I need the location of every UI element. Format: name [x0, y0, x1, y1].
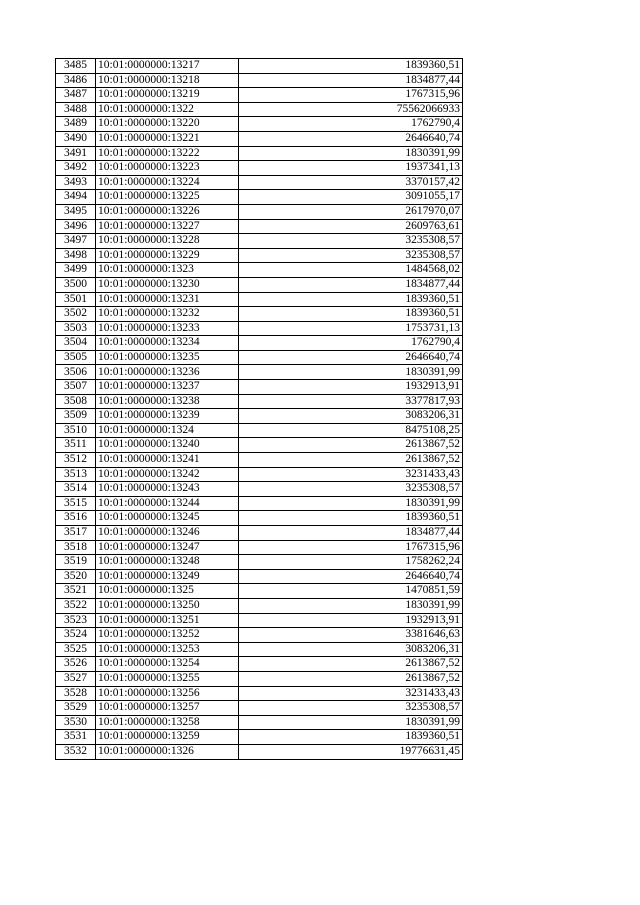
cadastral-number-cell: 10:01:0000000:13243 [96, 482, 239, 497]
table-row [56, 73, 463, 88]
table-row [56, 715, 463, 730]
row-number-cell: 3491 [56, 146, 96, 161]
table-row [56, 613, 463, 628]
table-row [56, 584, 463, 599]
cadastral-number-cell: 10:01:0000000:13219 [96, 88, 239, 103]
cadastral-number-cell: 10:01:0000000:13218 [96, 73, 239, 88]
row-number-cell: 3504 [56, 336, 96, 351]
row-number-cell: 3515 [56, 496, 96, 511]
table-body [56, 59, 463, 760]
cadastral-number-cell: 10:01:0000000:13250 [96, 598, 239, 613]
row-number-cell: 3513 [56, 467, 96, 482]
row-number-cell: 3523 [56, 613, 96, 628]
cadastral-number-cell: 10:01:0000000:13233 [96, 321, 239, 336]
cadastral-number-cell: 10:01:0000000:13241 [96, 453, 239, 468]
value-cell: 1839360,51 [239, 59, 463, 74]
row-number-cell: 3490 [56, 131, 96, 146]
value-cell: 1839360,51 [239, 730, 463, 745]
cadastral-number-cell: 10:01:0000000:13228 [96, 234, 239, 249]
row-number-cell: 3501 [56, 292, 96, 307]
table-row [56, 671, 463, 686]
value-cell: 19776631,45 [239, 744, 463, 759]
data-table [55, 58, 463, 760]
cadastral-number-cell: 10:01:0000000:13221 [96, 131, 239, 146]
table-row [56, 730, 463, 745]
row-number-cell: 3530 [56, 715, 96, 730]
value-cell: 1767315,96 [239, 88, 463, 103]
table-row [56, 453, 463, 468]
value-cell: 1834877,44 [239, 277, 463, 292]
row-number-cell: 3532 [56, 744, 96, 759]
row-number-cell: 3492 [56, 161, 96, 176]
value-cell: 1937341,13 [239, 161, 463, 176]
row-number-cell: 3519 [56, 555, 96, 570]
table-row [56, 263, 463, 278]
value-cell: 1830391,99 [239, 598, 463, 613]
cadastral-number-cell: 10:01:0000000:13235 [96, 350, 239, 365]
cadastral-number-cell: 10:01:0000000:13240 [96, 438, 239, 453]
row-number-cell: 3489 [56, 117, 96, 132]
row-number-cell: 3503 [56, 321, 96, 336]
row-number-cell: 3514 [56, 482, 96, 497]
cadastral-number-cell: 10:01:0000000:13223 [96, 161, 239, 176]
value-cell: 2613867,52 [239, 657, 463, 672]
value-cell: 3091055,17 [239, 190, 463, 205]
table-row [56, 190, 463, 205]
table-row [56, 102, 463, 117]
table-row [56, 234, 463, 249]
table-row [56, 204, 463, 219]
table-row [56, 423, 463, 438]
table-row [56, 540, 463, 555]
table-row [56, 59, 463, 74]
value-cell: 1767315,96 [239, 540, 463, 555]
value-cell: 8475108,25 [239, 423, 463, 438]
value-cell: 1830391,99 [239, 365, 463, 380]
table-row [56, 467, 463, 482]
table-row [56, 555, 463, 570]
row-number-cell: 3493 [56, 175, 96, 190]
value-cell: 2613867,52 [239, 438, 463, 453]
value-cell: 1839360,51 [239, 511, 463, 526]
row-number-cell: 3505 [56, 350, 96, 365]
cadastral-number-cell: 10:01:0000000:13247 [96, 540, 239, 555]
cadastral-number-cell: 10:01:0000000:13224 [96, 175, 239, 190]
row-number-cell: 3506 [56, 365, 96, 380]
row-number-cell: 3522 [56, 598, 96, 613]
row-number-cell: 3487 [56, 88, 96, 103]
row-number-cell: 3521 [56, 584, 96, 599]
value-cell: 1830391,99 [239, 715, 463, 730]
table-row [56, 88, 463, 103]
cadastral-number-cell: 10:01:0000000:13245 [96, 511, 239, 526]
row-number-cell: 3512 [56, 453, 96, 468]
row-number-cell: 3531 [56, 730, 96, 745]
row-number-cell: 3520 [56, 569, 96, 584]
cadastral-number-cell: 10:01:0000000:13252 [96, 628, 239, 643]
row-number-cell: 3498 [56, 248, 96, 263]
value-cell: 1830391,99 [239, 496, 463, 511]
value-cell: 3231433,43 [239, 467, 463, 482]
table-row [56, 131, 463, 146]
cadastral-number-cell: 10:01:0000000:13230 [96, 277, 239, 292]
value-cell: 2646640,74 [239, 131, 463, 146]
value-cell: 1830391,99 [239, 146, 463, 161]
table-row [56, 117, 463, 132]
value-cell: 1758262,24 [239, 555, 463, 570]
row-number-cell: 3502 [56, 307, 96, 322]
row-number-cell: 3524 [56, 628, 96, 643]
value-cell: 1839360,51 [239, 307, 463, 322]
row-number-cell: 3495 [56, 204, 96, 219]
value-cell: 2617970,07 [239, 204, 463, 219]
row-number-cell: 3528 [56, 686, 96, 701]
value-cell: 3381646,63 [239, 628, 463, 643]
cadastral-number-cell: 10:01:0000000:13242 [96, 467, 239, 482]
value-cell: 2646640,74 [239, 569, 463, 584]
row-number-cell: 3486 [56, 73, 96, 88]
value-cell: 1932913,91 [239, 380, 463, 395]
table-row [56, 248, 463, 263]
value-cell: 2646640,74 [239, 350, 463, 365]
row-number-cell: 3526 [56, 657, 96, 672]
row-number-cell: 3527 [56, 671, 96, 686]
value-cell: 3235308,57 [239, 248, 463, 263]
cadastral-number-cell: 10:01:0000000:13255 [96, 671, 239, 686]
value-cell: 3231433,43 [239, 686, 463, 701]
row-number-cell: 3499 [56, 263, 96, 278]
value-cell: 1834877,44 [239, 526, 463, 541]
cadastral-number-cell: 10:01:0000000:1323 [96, 263, 239, 278]
cadastral-number-cell: 10:01:0000000:13251 [96, 613, 239, 628]
row-number-cell: 3494 [56, 190, 96, 205]
cadastral-number-cell: 10:01:0000000:13248 [96, 555, 239, 570]
cadastral-number-cell: 10:01:0000000:13232 [96, 307, 239, 322]
value-cell: 1762790,4 [239, 117, 463, 132]
table-row [56, 146, 463, 161]
value-cell: 3235308,57 [239, 701, 463, 716]
row-number-cell: 3516 [56, 511, 96, 526]
value-cell: 2613867,52 [239, 671, 463, 686]
table-row [56, 642, 463, 657]
cadastral-number-cell: 10:01:0000000:13238 [96, 394, 239, 409]
row-number-cell: 3525 [56, 642, 96, 657]
value-cell: 75562066933 [239, 102, 463, 117]
cadastral-number-cell: 10:01:0000000:13239 [96, 409, 239, 424]
cadastral-number-cell: 10:01:0000000:13220 [96, 117, 239, 132]
value-cell: 1762790,4 [239, 336, 463, 351]
value-cell: 1753731,13 [239, 321, 463, 336]
table-row [56, 511, 463, 526]
table-row [56, 350, 463, 365]
table-row [56, 701, 463, 716]
cadastral-number-cell: 10:01:0000000:13237 [96, 380, 239, 395]
table-row [56, 292, 463, 307]
row-number-cell: 3511 [56, 438, 96, 453]
cadastral-number-cell: 10:01:0000000:13231 [96, 292, 239, 307]
table-row [56, 409, 463, 424]
row-number-cell: 3518 [56, 540, 96, 555]
table-row [56, 598, 463, 613]
cadastral-number-cell: 10:01:0000000:13253 [96, 642, 239, 657]
table-row [56, 482, 463, 497]
cadastral-number-cell: 10:01:0000000:1326 [96, 744, 239, 759]
cadastral-number-cell: 10:01:0000000:13236 [96, 365, 239, 380]
cadastral-number-cell: 10:01:0000000:13225 [96, 190, 239, 205]
cadastral-number-cell: 10:01:0000000:1322 [96, 102, 239, 117]
row-number-cell: 3508 [56, 394, 96, 409]
row-number-cell: 3485 [56, 59, 96, 74]
table-row [56, 161, 463, 176]
row-number-cell: 3517 [56, 526, 96, 541]
table-row [56, 569, 463, 584]
value-cell: 3377817,93 [239, 394, 463, 409]
cadastral-number-cell: 10:01:0000000:13246 [96, 526, 239, 541]
row-number-cell: 3500 [56, 277, 96, 292]
cadastral-number-cell: 10:01:0000000:13259 [96, 730, 239, 745]
table-row [56, 744, 463, 759]
table-row [56, 219, 463, 234]
value-cell: 1470851,59 [239, 584, 463, 599]
table-row [56, 657, 463, 672]
cadastral-number-cell: 10:01:0000000:13227 [96, 219, 239, 234]
table-row [56, 277, 463, 292]
value-cell: 3235308,57 [239, 482, 463, 497]
table-row [56, 496, 463, 511]
value-cell: 1839360,51 [239, 292, 463, 307]
value-cell: 1932913,91 [239, 613, 463, 628]
cadastral-number-cell: 10:01:0000000:1325 [96, 584, 239, 599]
cadastral-number-cell: 10:01:0000000:1324 [96, 423, 239, 438]
table-row [56, 175, 463, 190]
cadastral-number-cell: 10:01:0000000:13254 [96, 657, 239, 672]
value-cell: 1834877,44 [239, 73, 463, 88]
value-cell: 1484568,02 [239, 263, 463, 278]
table-row [56, 380, 463, 395]
cadastral-number-cell: 10:01:0000000:13217 [96, 59, 239, 74]
table-row [56, 628, 463, 643]
row-number-cell: 3496 [56, 219, 96, 234]
table-row [56, 365, 463, 380]
value-cell: 3083206,31 [239, 409, 463, 424]
value-cell: 2613867,52 [239, 453, 463, 468]
table-row [56, 321, 463, 336]
cadastral-number-cell: 10:01:0000000:13249 [96, 569, 239, 584]
value-cell: 3235308,57 [239, 234, 463, 249]
row-number-cell: 3510 [56, 423, 96, 438]
cadastral-number-cell: 10:01:0000000:13229 [96, 248, 239, 263]
row-number-cell: 3497 [56, 234, 96, 249]
table-row [56, 394, 463, 409]
row-number-cell: 3529 [56, 701, 96, 716]
cadastral-number-cell: 10:01:0000000:13258 [96, 715, 239, 730]
cadastral-number-cell: 10:01:0000000:13222 [96, 146, 239, 161]
table-row [56, 526, 463, 541]
cadastral-number-cell: 10:01:0000000:13257 [96, 701, 239, 716]
value-cell: 3083206,31 [239, 642, 463, 657]
value-cell: 2609763,61 [239, 219, 463, 234]
cadastral-number-cell: 10:01:0000000:13244 [96, 496, 239, 511]
row-number-cell: 3509 [56, 409, 96, 424]
row-number-cell: 3488 [56, 102, 96, 117]
table-row [56, 336, 463, 351]
cadastral-number-cell: 10:01:0000000:13256 [96, 686, 239, 701]
value-cell: 3370157,42 [239, 175, 463, 190]
cadastral-number-cell: 10:01:0000000:13234 [96, 336, 239, 351]
table-row [56, 438, 463, 453]
table-row [56, 307, 463, 322]
cadastral-number-cell: 10:01:0000000:13226 [96, 204, 239, 219]
row-number-cell: 3507 [56, 380, 96, 395]
table-row [56, 686, 463, 701]
